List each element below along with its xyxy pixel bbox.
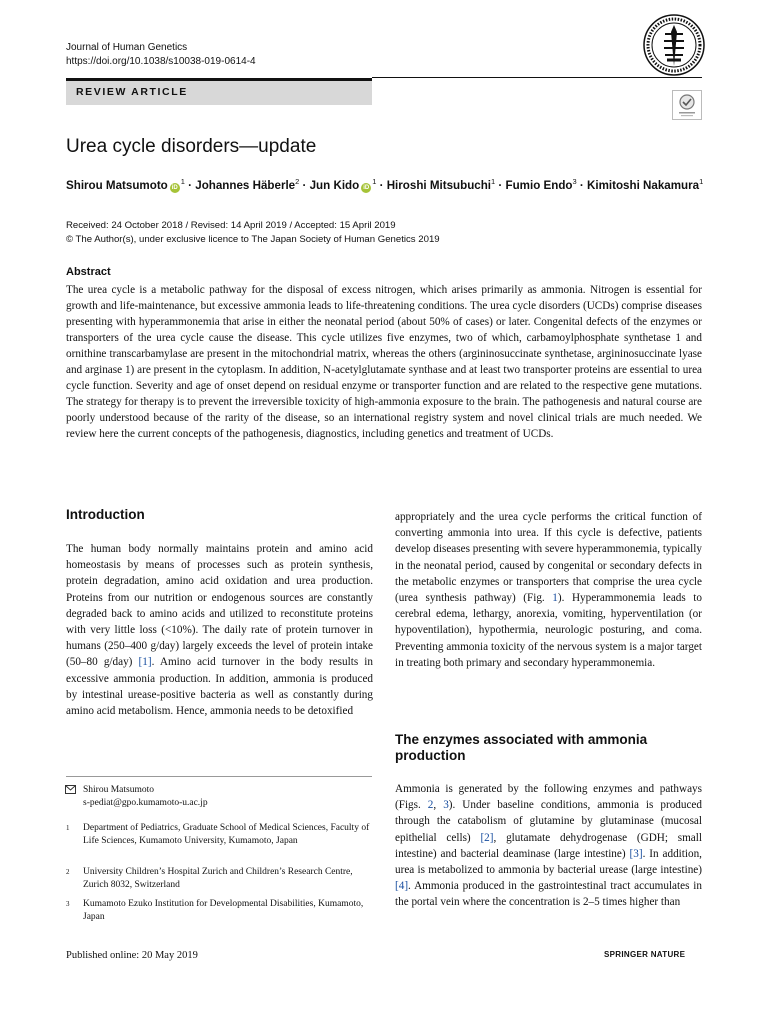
right-column-paragraph-1: appropriately and the urea cycle performs the critical function of converting ammonia into urea. If this cycle is defective, patients develop diseases presenting with severe hyperammonemia, typically in the neonatal period, caused by congenital or secondary defects in the metabolic enzymes or transporters that comprise the urea cycle (urea synthesis pathway) (Fig. 1). Hyperammonemia leads to cerebral edema, lethargy, anorexia, vomiting, hyperventilation (or hypoventilation), hypothermia, neurologic posturing, and coma. Preventing ammonia toxicity of the nervous system is a major target in treating both primary and secondary hyperammonemia. bbox=[395, 511, 702, 669]
author-name: Johannes Häberle bbox=[195, 179, 296, 192]
author-name: Hiroshi Mitsubuchi bbox=[386, 179, 492, 192]
author-list bbox=[66, 177, 703, 193]
journal-header bbox=[66, 41, 256, 69]
author-affiliation-marker: 1 bbox=[699, 177, 704, 186]
author-name: Fumio Endo bbox=[505, 179, 573, 192]
publisher-logo: SPRINGER NATURE bbox=[604, 950, 686, 959]
article-dates bbox=[66, 219, 440, 247]
article-type-banner bbox=[66, 78, 372, 105]
figure-link-3[interactable]: 3 bbox=[443, 799, 449, 812]
reference-link-4[interactable]: [4] bbox=[395, 880, 409, 893]
author-name: Shirou Matsumoto bbox=[66, 179, 168, 192]
orcid-icon[interactable]: iD bbox=[363, 185, 370, 191]
copyright-line: © The Author(s), under exclusive licence to The Japan Society of Human Genetics 2019 bbox=[66, 234, 440, 245]
right-column-paragraph-2: Ammonia is generated by the following enzymes and pathways (Figs. 2, 3). Under baseline conditions, ammonia is produced through the catabolism of glutamine by glutaminase (mucosal epithelial cells) [2], glutamate dehydrogenase (GDH; small intestine) and bacterial deaminase (large intestine) [3]. In addition, urea is metabolized to ammonia by bacterial urease (large intestine) [4]. Ammonia produced in the gastrointestinal tract accumulates in the portal vein where the concentration is 2–5 times higher than bbox=[395, 783, 702, 909]
introduction-heading: Introduction bbox=[66, 507, 145, 522]
article-type-label: REVIEW ARTICLE bbox=[76, 86, 188, 98]
check-for-updates-icon[interactable] bbox=[672, 90, 702, 120]
doi-link[interactable]: https://doi.org/10.1038/s10038-019-0614-4 bbox=[66, 56, 256, 67]
abstract-heading: Abstract bbox=[66, 266, 111, 278]
author-affiliation-marker: 3 bbox=[572, 177, 577, 186]
reference-link-3[interactable]: [3] bbox=[629, 847, 643, 860]
author-separator: · bbox=[495, 179, 506, 192]
figure-link-2[interactable]: 2 bbox=[427, 799, 434, 812]
published-date: Published online: 20 May 2019 bbox=[66, 950, 198, 961]
society-seal-icon bbox=[643, 14, 705, 76]
author-separator: · bbox=[184, 179, 196, 192]
abstract-text: The urea cycle is a metabolic pathway for the disposal of excess nitrogen, which arises primarily as ammonia. Nitrogen is essential for growth and life-maintenance, but excessive ammonia leads to life-threatening conditions. The urea cycle disorders (UCDs) comprise diseases presenting with hyperammonemia that arise in either the neonatal period (about 50% of cases) or later. Congenital defects of the enzymes or transporters of the urea cycle cause the disease. This cycle utilizes five enzymes, two of which, carbamoylphosphate synthetase 1 and ornithine transcarbamylase are present in the mitochondrial matrix, whereas the others (argininosuccinate synthetase, argininosuccinate lyase and arginase 1) are present in the cytoplasm. In addition, N-acetylglutamate synthase and at least two transporter proteins are essential to urea cycle function. Severity and age of onset depend on residual enzyme or transporter function and are related to the respective gene mutations. The strategy for therapy is to prevent the irreversible toxicity of high-ammonia exposure to the brain. The pathogenesis and natural course are poorly understood because of the rarity of the disease, so an international registry system and novel clinical trials are much needed. We review here the current concepts of the pathogenesis, diagnostics, including genetics and treatment of UCDs. bbox=[66, 284, 702, 440]
enzymes-heading: The enzymes associated with ammonia production bbox=[395, 732, 648, 763]
article-title: Urea cycle disorders—update bbox=[66, 136, 317, 157]
author-separator: · bbox=[376, 179, 387, 192]
reference-link-1[interactable]: [1] bbox=[138, 656, 152, 669]
introduction-paragraph: The human body normally maintains protein and amino acid homeostasis by means of processes such as protein synthesis, protein degradation, amino acid oxidation and urea production. Proteins from our nutrition or endogenous sources are constantly degraded back to amino acids and utilized to reconstitute proteins with very little loss (<10%). The daily rate of protein turnover in humans (250–400 g/day) largely exceeds the level of protein intake (50–80 g/day) [1]. Amino acid turnover in the body results in excessive ammonia production. In addition, ammonia is produced by intestinal urease-positive bacteria as well as constantly during amino acid metabolism. Hence, ammonia needs to be detoxified bbox=[66, 543, 373, 718]
author-name: Jun Kido bbox=[309, 179, 360, 192]
author-affiliation-marker: 1 bbox=[180, 177, 185, 186]
reference-link-2[interactable]: [2] bbox=[480, 831, 494, 844]
header-rule bbox=[372, 77, 702, 78]
orcid-icon[interactable]: iD bbox=[171, 185, 178, 191]
correspondence-email[interactable]: s-pediat@gpo.kumamoto-u.ac.jp bbox=[83, 798, 208, 808]
author-affiliation-marker: 1 bbox=[491, 177, 496, 186]
author-affiliation-marker: 2 bbox=[295, 177, 300, 186]
journal-name: Journal of Human Genetics bbox=[66, 42, 188, 53]
figure-link-1[interactable]: 1 bbox=[552, 592, 558, 605]
history-dates: Received: 24 October 2018 / Revised: 14 April 2019 / Accepted: 15 April 2019 bbox=[66, 220, 396, 231]
footnote-rule bbox=[66, 776, 372, 777]
correspondence-name: Shirou Matsumoto bbox=[83, 785, 154, 795]
author-affiliation-marker: 1 bbox=[372, 177, 377, 186]
author-separator: · bbox=[299, 179, 310, 192]
author-name: Kimitoshi Nakamura bbox=[586, 179, 700, 192]
author-separator: · bbox=[576, 179, 587, 192]
